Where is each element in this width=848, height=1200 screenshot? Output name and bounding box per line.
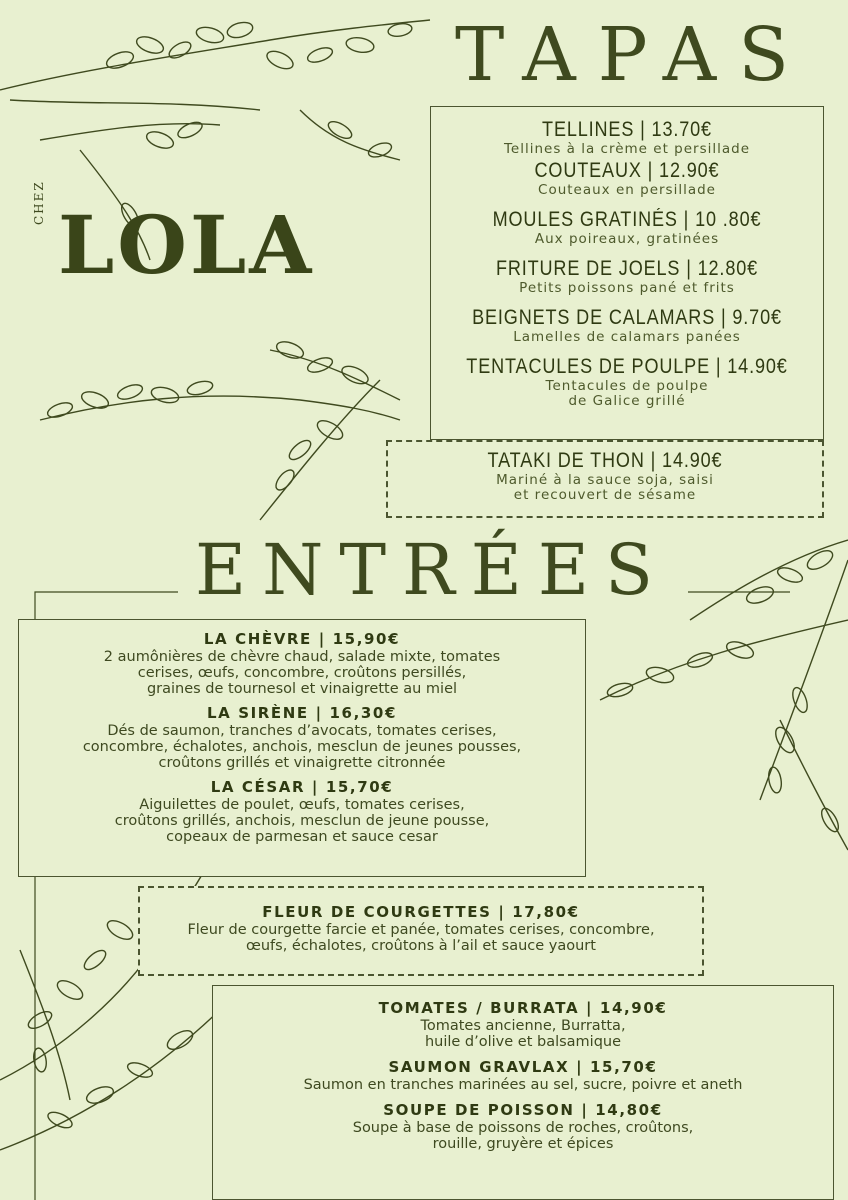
tapas-item-desc: Aux poireaux, gratinées bbox=[534, 231, 720, 247]
entrees-title: ENTRÉES bbox=[195, 529, 669, 611]
tapas-item-name: MOULES GRATINÉS | 10 .80€ bbox=[492, 208, 762, 231]
entree-item bbox=[212, 1057, 834, 1093]
tapas-item-name: COUTEAUX | 12.90€ bbox=[534, 159, 720, 182]
entree-special-desc: œufs, échalotes, croûtons à l’ail et sauce yaourt bbox=[246, 938, 596, 954]
entree-item bbox=[18, 703, 586, 771]
tapas-item-name: BEIGNETS DE CALAMARS | 9.70€ bbox=[472, 306, 782, 329]
logo-chez: CHEZ bbox=[32, 180, 46, 225]
tapas-item-desc: Tellines à la crème et persillade bbox=[503, 141, 751, 157]
entree-special-desc: Fleur de courgette farcie et panée, tomates cerises, concombre, bbox=[187, 922, 655, 938]
entree-name: SAUMON GRAVLAX | 15,70€ bbox=[388, 1058, 658, 1076]
entree-special-name: FLEUR DE COURGETTES | 17,80€ bbox=[262, 903, 580, 921]
entree-desc: concombre, échalotes, anchois, mesclun de jeunes pousses, bbox=[82, 739, 522, 755]
entree-item bbox=[18, 629, 586, 697]
entree-desc: Tomates ancienne, Burratta, bbox=[420, 1018, 626, 1034]
tapas-item-desc: Petits poissons pané et frits bbox=[519, 280, 735, 296]
tapas-item-desc: Lamelles de calamars panées bbox=[513, 329, 741, 345]
entree-desc: 2 aumônières de chèvre chaud, salade mixte, tomates bbox=[103, 649, 501, 665]
tapas-special-item bbox=[386, 449, 824, 503]
entree-desc: huile d’olive et balsamique bbox=[424, 1034, 622, 1050]
tapas-item-name: TENTACULES DE POULPE | 14.90€ bbox=[466, 355, 788, 378]
entree-item bbox=[212, 1100, 834, 1152]
entree-desc: croûtons grillés et vinaigrette citronnée bbox=[158, 755, 446, 771]
entree-desc: copeaux de parmesan et sauce cesar bbox=[166, 829, 438, 845]
entree-name: SOUPE DE POISSON | 14,80€ bbox=[383, 1101, 663, 1119]
tapas-special-name: TATAKI DE THON | 14.90€ bbox=[487, 449, 723, 472]
entree-desc: Dés de saumon, tranches d’avocats, tomates cerises, bbox=[107, 723, 497, 739]
lavender-sprig-middle bbox=[40, 339, 400, 520]
entree-desc: Aiguilettes de poulet, œufs, tomates cerises, bbox=[139, 797, 465, 813]
tapas-item bbox=[430, 257, 824, 296]
entree-desc: cerises, œufs, concombre, croûtons persillés, bbox=[137, 665, 467, 681]
tapas-title: TAPAS bbox=[455, 12, 811, 98]
tapas-item bbox=[430, 159, 824, 198]
entree-desc: Saumon en tranches marinées au sel, sucre, poivre et aneth bbox=[303, 1077, 743, 1093]
entree-desc: rouille, gruyère et épices bbox=[432, 1136, 614, 1152]
entree-name: LA CHÈVRE | 15,90€ bbox=[203, 630, 401, 648]
tapas-item-desc: Couteaux en persillade bbox=[538, 182, 716, 198]
entree-name: TOMATES / BURRATA | 14,90€ bbox=[378, 999, 668, 1017]
tapas-item bbox=[430, 118, 824, 157]
tapas-item-name: TELLINES | 13.70€ bbox=[542, 118, 712, 141]
entree-name: LA CÉSAR | 15,70€ bbox=[210, 778, 394, 796]
tapas-special-desc: et recouvert de sésame bbox=[513, 487, 697, 503]
tapas-item-desc: Tentacules de poulpe bbox=[545, 378, 709, 394]
entree-special-item bbox=[138, 902, 704, 954]
tapas-item bbox=[430, 355, 824, 409]
tapas-item-name: FRITURE DE JOELS | 12.80€ bbox=[495, 257, 759, 280]
logo-lola: LOLA bbox=[58, 198, 315, 292]
entree-desc: graines de tournesol et vinaigrette au miel bbox=[146, 681, 458, 697]
entree-item bbox=[18, 777, 586, 845]
entree-desc: Soupe à base de poissons de roches, croûtons, bbox=[352, 1120, 694, 1136]
tapas-item bbox=[430, 208, 824, 247]
entree-name: LA SIRÈNE | 16,30€ bbox=[207, 704, 397, 722]
tapas-item bbox=[430, 306, 824, 345]
tapas-list bbox=[430, 118, 824, 409]
entrees-list-1 bbox=[18, 629, 586, 845]
entree-item bbox=[212, 998, 834, 1050]
tapas-item-desc: de Galice grillé bbox=[568, 393, 686, 409]
entrees-list-2 bbox=[212, 998, 834, 1152]
entree-desc: croûtons grillés, anchois, mesclun de jeune pousse, bbox=[114, 813, 490, 829]
tapas-special-desc: Mariné à la sauce soja, saisi bbox=[496, 472, 714, 488]
